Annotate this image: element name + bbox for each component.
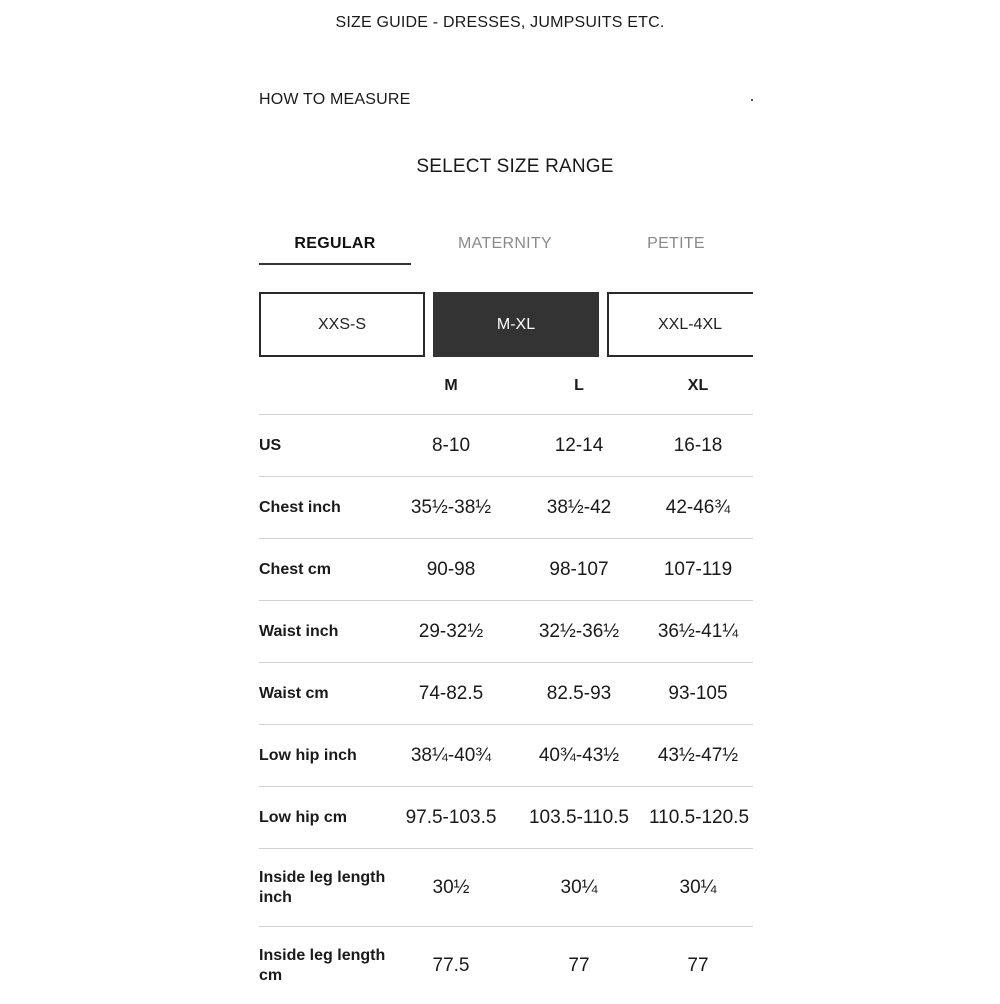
cell-value: 93-105 xyxy=(643,663,753,725)
select-size-range-title: SELECT SIZE RANGE xyxy=(0,156,1000,178)
cell-value: 74-82.5 xyxy=(387,663,515,725)
cell-value: 43½-47½ xyxy=(643,725,753,787)
tab-maternity[interactable]: MATERNITY xyxy=(429,230,581,263)
cell-value: 32½-36½ xyxy=(515,601,643,663)
cell-value: 12-14 xyxy=(515,415,643,477)
row-label: Chest inch xyxy=(259,477,387,539)
table-row xyxy=(259,539,753,601)
page-title: SIZE GUIDE - DRESSES, JUMPSUITS ETC. xyxy=(0,14,1000,32)
table-row xyxy=(259,601,753,663)
cell-value: 97.5-103.5 xyxy=(387,787,515,849)
cell-value: 82.5-93 xyxy=(515,663,643,725)
cell-value: 77.5 xyxy=(387,927,515,1004)
size-range-tabs xyxy=(259,230,753,264)
cell-value: 77 xyxy=(643,927,753,1004)
row-label: Low hip cm xyxy=(259,787,387,849)
table-row xyxy=(259,477,753,539)
cell-value: 35½-38½ xyxy=(387,477,515,539)
table-row xyxy=(259,725,753,787)
cell-value: 42-46¾ xyxy=(643,477,753,539)
table-row xyxy=(259,787,753,849)
cell-value: 38½-42 xyxy=(515,477,643,539)
row-label: Chest cm xyxy=(259,539,387,601)
size-range-xxs-s-button[interactable]: XXS-S xyxy=(259,292,425,357)
row-label: Low hip inch xyxy=(259,725,387,787)
row-label: Inside leg length cm xyxy=(259,927,387,1004)
table-row xyxy=(259,415,753,477)
size-range-selector xyxy=(259,292,753,357)
cell-value: 40¾-43½ xyxy=(515,725,643,787)
how-to-measure-toggle[interactable] xyxy=(259,88,753,112)
how-to-measure-label: HOW TO MEASURE xyxy=(259,91,411,109)
tab-regular[interactable]: REGULAR xyxy=(259,230,411,265)
row-label: Inside leg length inch xyxy=(259,849,387,927)
table-row xyxy=(259,927,753,1004)
cell-value: 36½-41¼ xyxy=(643,601,753,663)
expand-icon[interactable] xyxy=(747,97,753,103)
table-row xyxy=(259,849,753,927)
column-header-xl: XL xyxy=(643,358,753,415)
table-row xyxy=(259,663,753,725)
row-label: Waist inch xyxy=(259,601,387,663)
row-label: US xyxy=(259,415,387,477)
size-range-xxl-4xl-button[interactable]: XXL-4XL xyxy=(607,292,753,357)
size-table xyxy=(259,358,753,1004)
cell-value: 30¼ xyxy=(643,849,753,927)
cell-value: 38¼-40¾ xyxy=(387,725,515,787)
column-header-label xyxy=(259,358,387,415)
column-header-l: L xyxy=(515,358,643,415)
row-label: Waist cm xyxy=(259,663,387,725)
cell-value: 30¼ xyxy=(515,849,643,927)
cell-value: 90-98 xyxy=(387,539,515,601)
size-range-m-xl-button[interactable]: M-XL xyxy=(433,292,599,357)
table-header-row xyxy=(259,358,753,415)
cell-value: 77 xyxy=(515,927,643,1004)
cell-value: 29-32½ xyxy=(387,601,515,663)
cell-value: 30½ xyxy=(387,849,515,927)
cell-value: 107-119 xyxy=(643,539,753,601)
column-header-m: M xyxy=(387,358,515,415)
cell-value: 98-107 xyxy=(515,539,643,601)
cell-value: 103.5-110.5 xyxy=(515,787,643,849)
tab-petite[interactable]: PETITE xyxy=(600,230,752,263)
cell-value: 110.5-120.5 xyxy=(643,787,753,849)
cell-value: 16-18 xyxy=(643,415,753,477)
cell-value: 8-10 xyxy=(387,415,515,477)
